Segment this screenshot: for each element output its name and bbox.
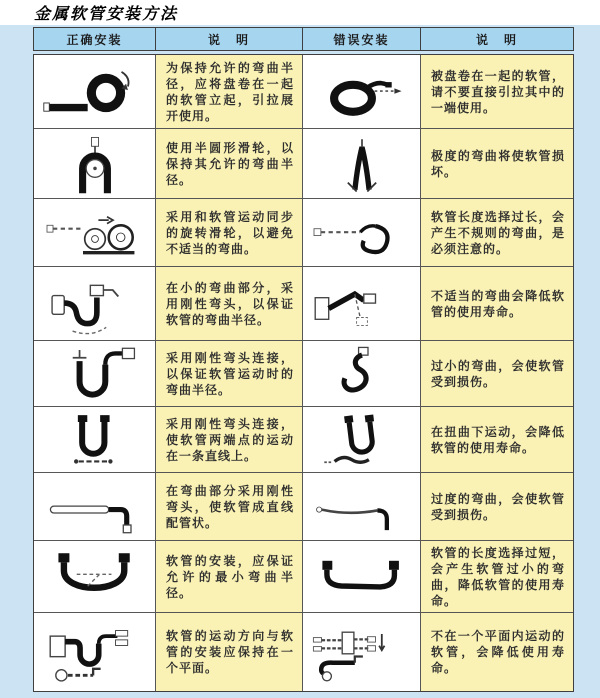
desc-text: 软管的安装，应保证允许的最小弯曲半径。 <box>166 553 294 600</box>
twisted-motion-figure <box>308 410 416 470</box>
row7-correct-desc-cell <box>156 473 303 541</box>
row9-wrong-figure-cell <box>303 613 421 691</box>
row3-wrong-desc-cell <box>421 199 573 267</box>
row6-wrong-desc-cell <box>421 407 573 473</box>
out-of-plane-motion-figure <box>308 617 416 687</box>
desc-text: 采用刚性弯头连接，以保证软管运动时的弯曲半径。 <box>166 350 294 397</box>
row4-wrong-desc-cell <box>421 267 573 341</box>
too-small-bend-figure <box>308 344 416 404</box>
desc-text: 极度的弯曲将使软管损坏。 <box>431 148 565 179</box>
row3-correct-desc-cell <box>156 199 303 267</box>
desc-text: 使用半圆形滑轮，以保持其允许的弯曲半径。 <box>166 140 294 187</box>
desc-text: 被盘卷在一起的软管，请不要直接引拉其中的一端使用。 <box>431 68 565 115</box>
inline-endpoint-motion-figure <box>39 410 151 470</box>
row4-correct-figure-cell <box>34 267 156 341</box>
row7-wrong-desc-cell <box>421 473 573 541</box>
row1-correct-desc-cell <box>156 55 303 129</box>
standing-coil-unrolled-figure <box>39 60 151 124</box>
row6-correct-desc-cell <box>156 407 303 473</box>
same-plane-motion-figure <box>39 617 151 687</box>
extreme-bend-figure <box>308 133 416 195</box>
minimum-bend-radius-figure <box>39 545 151 609</box>
semicircular-pulley-figure <box>39 133 151 195</box>
desc-text: 软管长度选择过长，会产生不规则的弯曲，是必须注意的。 <box>431 209 565 256</box>
table-header-row <box>33 27 574 51</box>
row7-correct-figure-cell <box>34 473 156 541</box>
page-title: 金属软管安装方法 <box>34 4 179 23</box>
rigid-elbow-small-bend-figure <box>39 271 151 337</box>
header-wrong-install: 错误安装 <box>303 28 421 50</box>
row8-wrong-desc-cell <box>421 541 573 613</box>
desc-text: 过度的弯曲，会使软管受到损伤。 <box>431 491 565 522</box>
straight-piping-rigid-elbow-figure <box>39 477 151 537</box>
row1-correct-figure-cell <box>34 55 156 129</box>
row9-correct-figure-cell <box>34 613 156 691</box>
desc-text: 不在一个平面内运动的软管，会降低使用寿命。 <box>431 629 565 675</box>
row5-wrong-figure-cell <box>303 341 421 407</box>
row5-correct-desc-cell <box>156 341 303 407</box>
desc-text: 软管的运动方向与软管的安装应保持在一个平面。 <box>166 629 294 675</box>
desc-text: 软管的长度选择过短，会产生软管过小的弯曲，降低软管的使用寿命。 <box>431 545 565 608</box>
row2-wrong-figure-cell <box>303 129 421 199</box>
installation-table <box>33 27 574 692</box>
too-short-hose-figure <box>308 545 416 609</box>
header-correct-install: 正确安装 <box>34 28 156 50</box>
row1-wrong-desc-cell <box>421 55 573 129</box>
header-description-right: 说 明 <box>475 32 518 47</box>
row4-wrong-figure-cell <box>303 267 421 341</box>
row8-correct-desc-cell <box>156 541 303 613</box>
desc-text: 过小的弯曲，会使软管受到损伤。 <box>431 358 565 389</box>
row3-correct-figure-cell <box>34 199 156 267</box>
coil-pulled-from-end-figure <box>308 60 416 124</box>
over-bend-figure <box>308 477 416 537</box>
row2-correct-figure-cell <box>34 129 156 199</box>
desc-text: 在扭曲下运动，会降低软管的使用寿命。 <box>431 424 565 455</box>
desc-text: 为保持允许的弯曲半径，应将盘卷在一起的软管立起，引拉展开使用。 <box>166 60 294 123</box>
rigid-elbow-connection-figure <box>39 344 151 404</box>
row2-wrong-desc-cell <box>421 129 573 199</box>
excess-length-irregular-bend-figure <box>308 203 416 263</box>
desc-text: 在小的弯曲部分，采用刚性弯头，以保证软管的弯曲半径。 <box>166 280 294 327</box>
row1-wrong-figure-cell <box>303 55 421 129</box>
row5-correct-figure-cell <box>34 341 156 407</box>
desc-text: 采用刚性弯头连接，使软管两端点的运动在一条直线上。 <box>166 416 294 463</box>
desc-text: 采用和软管运动同步的旋转滑轮，以避免不适当的弯曲。 <box>166 209 294 256</box>
row6-wrong-figure-cell <box>303 407 421 473</box>
row3-wrong-figure-cell <box>303 199 421 267</box>
row5-wrong-desc-cell <box>421 341 573 407</box>
row7-wrong-figure-cell <box>303 473 421 541</box>
synchronized-rotating-pulley-figure <box>39 203 151 263</box>
row4-correct-desc-cell <box>156 267 303 341</box>
table-body <box>33 54 574 692</box>
improper-bend-figure <box>308 271 416 337</box>
desc-text: 不适当的弯曲会降低软管的使用寿命。 <box>431 288 565 319</box>
header-description-left: 说 明 <box>156 28 303 50</box>
desc-text: 在弯曲部分采用刚性弯头，使软管成直线配管状。 <box>166 483 294 530</box>
row9-correct-desc-cell <box>156 613 303 691</box>
row6-correct-figure-cell <box>34 407 156 473</box>
row8-correct-figure-cell <box>34 541 156 613</box>
row8-wrong-figure-cell <box>303 541 421 613</box>
row9-wrong-desc-cell <box>421 613 573 691</box>
row2-correct-desc-cell <box>156 129 303 199</box>
title-strip <box>0 0 600 25</box>
